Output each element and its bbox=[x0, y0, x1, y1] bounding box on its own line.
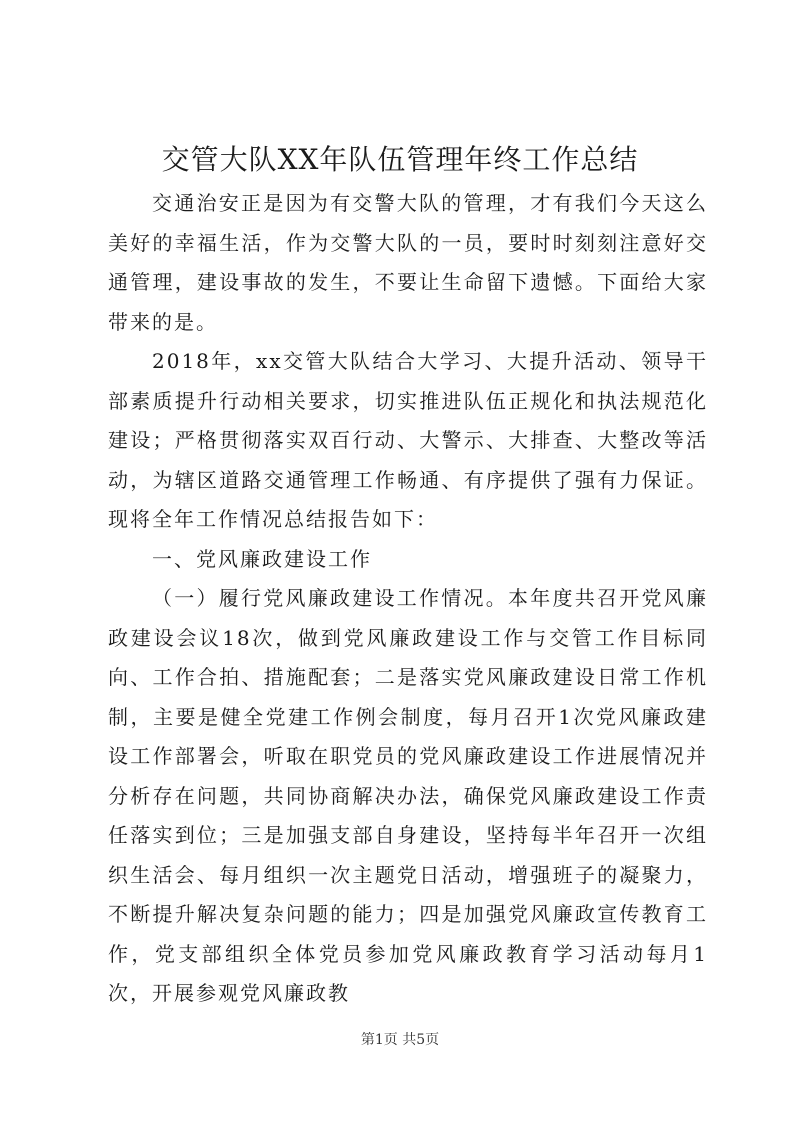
paragraph-section-one: （一）履行党风廉政建设工作情况。本年度共召开党风廉政建设会议18次，做到党风廉政建设工作与交管工作目标同向、工作合拍、措施配套；二是落实党风廉政建设日常工作机制，主要是健全党建工作例会制度，每月召开1次党风廉政建设工作部署会，听取在职党员的党风廉政建设工作进展情况并分析存在问题，共同协商解决办法，确保党风廉政建设工作责任落实到位；三是加强支部自身建设，坚持每半年召开一次组织生活会、每月组织一次主题党日活动，增强班子的凝聚力，不断提升解决复杂问题的能力；四是加强党风廉政宣传教育工作，党支部组织全体党员参加党风廉政教育学习活动每月1次，开展参观党风廉政教 bbox=[108, 586, 708, 1005]
page-footer: 第1页 共5页 bbox=[360, 1032, 440, 1048]
paragraph-summary: 2018年，xx交管大队结合大学习、大提升活动、领导干部素质提升行动相关要求，切实推进队伍正规化和执法规范化建设；严格贯彻落实双百行动、大警示、大排查、大整改等活动，为辖区道路交通管理工作畅通、有序提供了强有力保证。现将全年工作情况总结报告如下： bbox=[108, 349, 708, 531]
document-body bbox=[108, 184, 708, 1014]
section-heading: 一、党风廉政建设工作 bbox=[152, 546, 372, 571]
paragraph-intro: 交通治安正是因为有交警大队的管理，才有我们今天这么美好的幸福生活，作为交警大队的一员，要时时刻刻注意好交通管理，建设事故的发生，不要让生命留下遗憾。下面给大家带来的是。 bbox=[108, 191, 708, 334]
document-title: 交管大队XX年队伍管理年终工作总结 bbox=[161, 143, 639, 176]
